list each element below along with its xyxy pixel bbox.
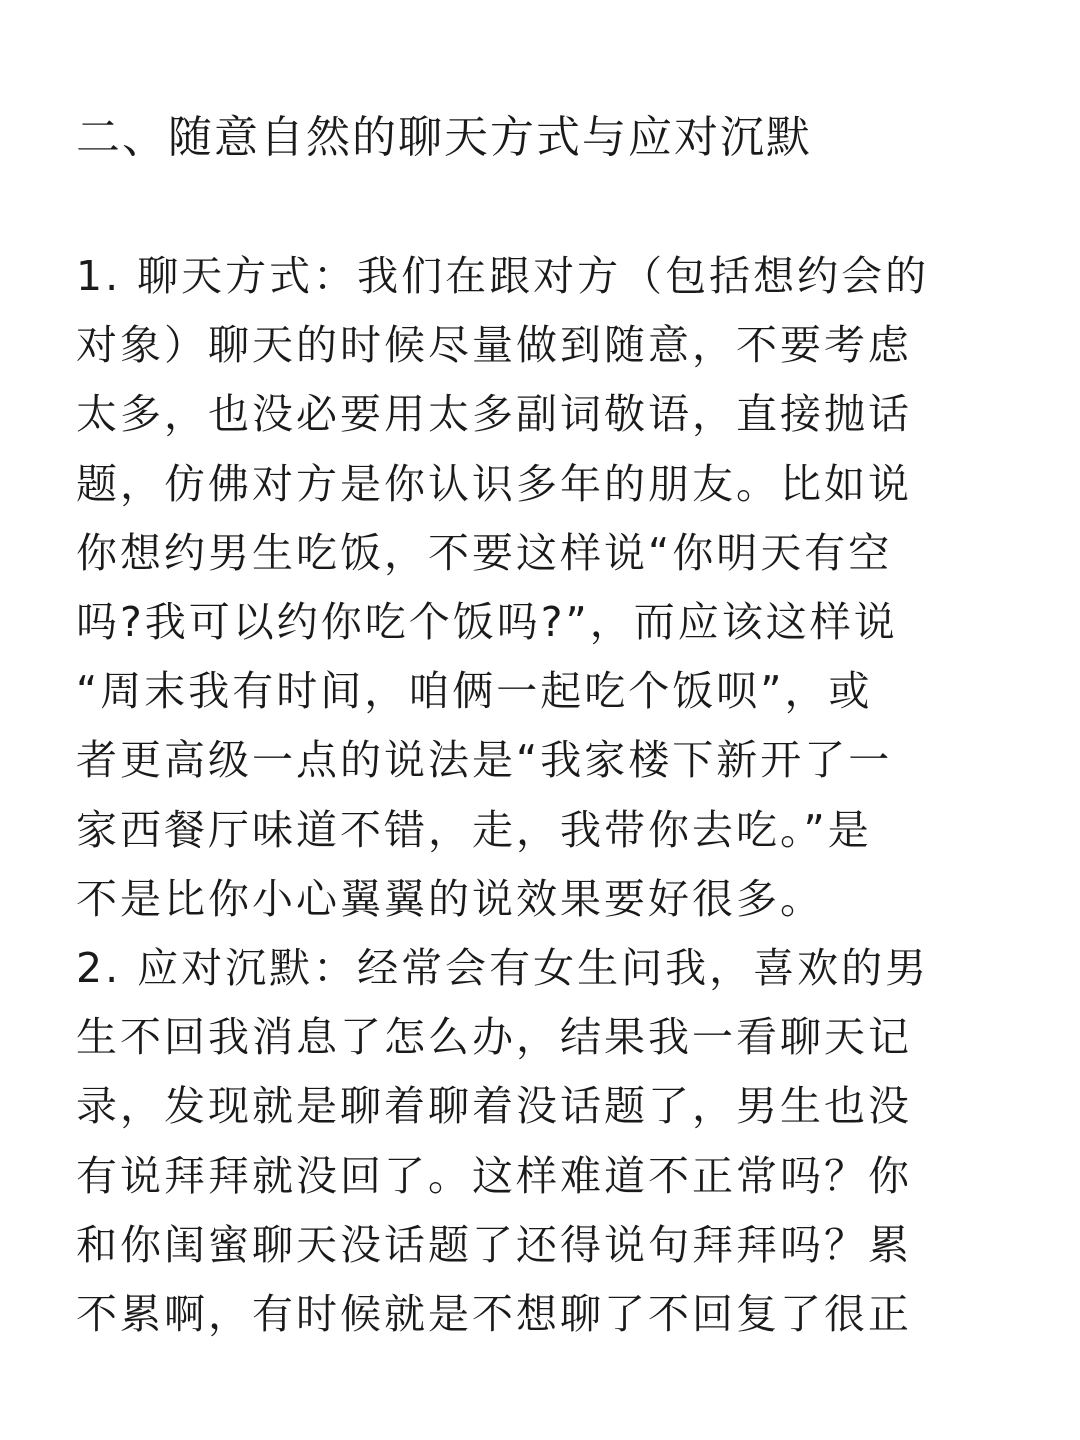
- paragraph-line: 和你闺蜜聊天没话题了还得说句拜拜吗？累: [76, 1220, 912, 1269]
- paragraph-line: “周末我有时间，咱俩一起吃个饭呗”，或: [76, 667, 873, 716]
- paragraph-line: 不累啊，有时候就是不想聊了不回复了很正: [76, 1289, 912, 1338]
- paragraph-line: 1. 聊天方式：我们在跟对方（包括想约会的: [76, 252, 930, 300]
- article-page: [76, 0, 996, 1440]
- paragraph-line: 家西餐厅味道不错，走，我带你去吃。”是: [76, 805, 872, 854]
- paragraph-line: 录，发现就是聊着聊着没话题了，男生也没: [76, 1082, 912, 1131]
- paragraph-line: 有说拜拜就没回了。这样难道不正常吗？你: [76, 1151, 912, 1200]
- paragraph-line: 生不回我消息了怎么办，结果我一看聊天记: [76, 1013, 912, 1062]
- paragraph-line: 题，仿佛对方是你认识多年的朋友。比如说: [76, 459, 912, 508]
- paragraph-chat-style: [76, 242, 996, 934]
- paragraph-line: 2. 应对沉默：经常会有女生问我，喜欢的男: [76, 944, 930, 992]
- paragraph-handle-silence: [76, 934, 996, 1349]
- paragraph-line: 对象）聊天的时候尽量做到随意，不要考虑: [76, 321, 912, 370]
- paragraph-line: 不是比你小心翼翼的说效果要好很多。: [76, 874, 824, 923]
- section-heading: 二、随意自然的聊天方式与应对沉默: [76, 112, 812, 163]
- paragraph-line: 你想约男生吃饭，不要这样说“你明天有空: [76, 528, 893, 577]
- paragraph-line: 者更高级一点的说法是“我家楼下新开了一: [76, 736, 893, 785]
- paragraph-line: 太多，也没必要用太多副词敬语，直接抛话: [76, 390, 912, 439]
- paragraph-line: 吗?我可以约你吃个饭吗?”，而应该这样说: [76, 597, 898, 646]
